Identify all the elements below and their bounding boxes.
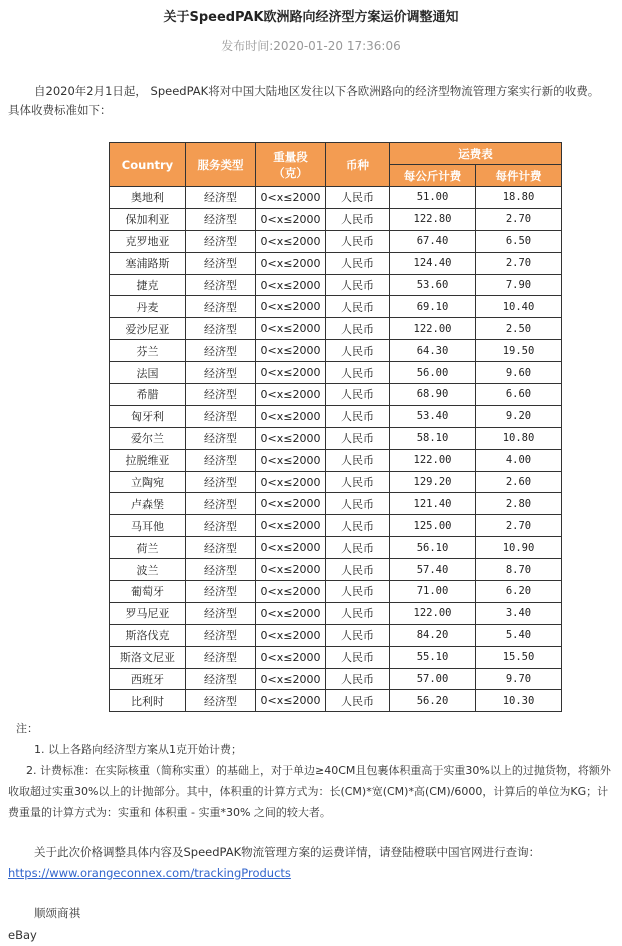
- cell-service-type: 经济型: [186, 427, 256, 449]
- cell-per-item: 19.50: [476, 340, 562, 362]
- query-text: 关于此次价格调整具体内容及SpeedPAK物流管理方案的运费详情，请登陆橙联中国官网进行查询：: [34, 845, 541, 859]
- cell-weight-range: 0<x≤2000: [256, 646, 326, 668]
- signoff-greeting: 顺颂商祺: [34, 906, 80, 920]
- cell-country: 爱尔兰: [110, 427, 186, 449]
- cell-service-type: 经济型: [186, 493, 256, 515]
- table-row: [110, 384, 562, 406]
- table-row: [110, 537, 562, 559]
- cell-service-type: 经济型: [186, 252, 256, 274]
- table-row: [110, 252, 562, 274]
- cell-service-type: 经济型: [186, 274, 256, 296]
- cell-per-item: 15.50: [476, 646, 562, 668]
- intro-paragraph: [8, 82, 614, 120]
- header-fee-table: 运费表: [390, 143, 562, 165]
- table-row: [110, 646, 562, 668]
- cell-country: 芬兰: [110, 340, 186, 362]
- cell-weight-range: 0<x≤2000: [256, 493, 326, 515]
- cell-weight-range: 0<x≤2000: [256, 581, 326, 603]
- cell-currency: 人民币: [326, 537, 390, 559]
- signoff-sender: eBay: [8, 928, 37, 942]
- cell-per-item: 10.30: [476, 690, 562, 712]
- cell-currency: 人民币: [326, 340, 390, 362]
- cell-weight-range: 0<x≤2000: [256, 362, 326, 384]
- cell-country: 希腊: [110, 384, 186, 406]
- cell-service-type: 经济型: [186, 208, 256, 230]
- cell-per-kg: 56.20: [390, 690, 476, 712]
- cell-service-type: 经济型: [186, 230, 256, 252]
- cell-currency: 人民币: [326, 449, 390, 471]
- cell-weight-range: 0<x≤2000: [256, 537, 326, 559]
- cell-currency: 人民币: [326, 405, 390, 427]
- cell-country: 丹麦: [110, 296, 186, 318]
- cell-weight-range: 0<x≤2000: [256, 187, 326, 209]
- cell-service-type: 经济型: [186, 405, 256, 427]
- cell-per-item: 2.60: [476, 471, 562, 493]
- cell-country: 克罗地亚: [110, 230, 186, 252]
- table-row: [110, 559, 562, 581]
- table-row: [110, 274, 562, 296]
- intro-line-1: 自2020年2月1日起， SpeedPAK将对中国大陆地区发往以下各欧洲路向的经济型物流管理方案实行新的收费。: [34, 84, 600, 98]
- table-row: [110, 471, 562, 493]
- cell-service-type: 经济型: [186, 471, 256, 493]
- cell-service-type: 经济型: [186, 581, 256, 603]
- cell-country: 塞浦路斯: [110, 252, 186, 274]
- table-row: [110, 624, 562, 646]
- cell-per-item: 8.70: [476, 559, 562, 581]
- cell-per-kg: 68.90: [390, 384, 476, 406]
- cell-service-type: 经济型: [186, 449, 256, 471]
- cell-per-item: 9.20: [476, 405, 562, 427]
- cell-per-kg: 84.20: [390, 624, 476, 646]
- cell-per-kg: 56.00: [390, 362, 476, 384]
- cell-currency: 人民币: [326, 362, 390, 384]
- rate-table: [109, 142, 562, 712]
- cell-currency: 人民币: [326, 384, 390, 406]
- cell-service-type: 经济型: [186, 362, 256, 384]
- cell-service-type: 经济型: [186, 340, 256, 362]
- cell-country: 波兰: [110, 559, 186, 581]
- cell-country: 罗马尼亚: [110, 602, 186, 624]
- table-row: [110, 668, 562, 690]
- notes-heading: 注：: [16, 722, 38, 735]
- cell-per-kg: 122.00: [390, 449, 476, 471]
- cell-country: 立陶宛: [110, 471, 186, 493]
- cell-per-item: 2.80: [476, 493, 562, 515]
- cell-weight-range: 0<x≤2000: [256, 668, 326, 690]
- cell-currency: 人民币: [326, 602, 390, 624]
- cell-country: 捷克: [110, 274, 186, 296]
- cell-currency: 人民币: [326, 230, 390, 252]
- cell-weight-range: 0<x≤2000: [256, 274, 326, 296]
- cell-per-item: 5.40: [476, 624, 562, 646]
- cell-service-type: 经济型: [186, 668, 256, 690]
- cell-service-type: 经济型: [186, 624, 256, 646]
- note-item-2: 2. 计费标准：在实际核重（简称实重）的基础上，对于单边≥40CM且包裹体积重高于实重30%以上的过抛货物，将额外收取超过实重30%以上的计抛部分。其中，体积重的计算方式为：长(CM)*宽(CM)*高(CM)/6000，计算后的单位为KG；计费重量的计算方式为：实重和 体积重 - 实重*30% 之间的较大者。: [8, 764, 611, 819]
- cell-per-item: 2.70: [476, 252, 562, 274]
- cell-currency: 人民币: [326, 208, 390, 230]
- cell-country: 拉脱维亚: [110, 449, 186, 471]
- table-row: [110, 340, 562, 362]
- cell-currency: 人民币: [326, 559, 390, 581]
- cell-currency: 人民币: [326, 296, 390, 318]
- cell-per-item: 2.70: [476, 515, 562, 537]
- cell-country: 法国: [110, 362, 186, 384]
- cell-per-kg: 69.10: [390, 296, 476, 318]
- cell-service-type: 经济型: [186, 187, 256, 209]
- cell-service-type: 经济型: [186, 296, 256, 318]
- cell-per-kg: 122.00: [390, 602, 476, 624]
- cell-country: 保加利亚: [110, 208, 186, 230]
- header-weight-range: 重量段 （克）: [256, 143, 326, 187]
- page-title: 关于SpeedPAK欧洲路向经济型方案运价调整通知: [163, 10, 459, 25]
- query-section: [8, 842, 614, 884]
- table-row: [110, 602, 562, 624]
- cell-weight-range: 0<x≤2000: [256, 340, 326, 362]
- cell-country: 西班牙: [110, 668, 186, 690]
- cell-per-kg: 56.10: [390, 537, 476, 559]
- cell-per-item: 3.40: [476, 602, 562, 624]
- cell-currency: 人民币: [326, 646, 390, 668]
- table-row: [110, 296, 562, 318]
- table-row: [110, 405, 562, 427]
- cell-weight-range: 0<x≤2000: [256, 602, 326, 624]
- cell-service-type: 经济型: [186, 537, 256, 559]
- cell-service-type: 经济型: [186, 602, 256, 624]
- header-per-kg: 每公斤计费: [390, 165, 476, 187]
- table-row: [110, 208, 562, 230]
- cell-per-item: 2.50: [476, 318, 562, 340]
- cell-per-item: 4.00: [476, 449, 562, 471]
- cell-weight-range: 0<x≤2000: [256, 515, 326, 537]
- cell-per-kg: 51.00: [390, 187, 476, 209]
- cell-weight-range: 0<x≤2000: [256, 690, 326, 712]
- cell-per-kg: 55.10: [390, 646, 476, 668]
- publish-time-label: 发布时间:: [221, 39, 274, 53]
- cell-per-kg: 122.00: [390, 318, 476, 340]
- table-row: [110, 515, 562, 537]
- cell-currency: 人民币: [326, 318, 390, 340]
- cell-currency: 人民币: [326, 668, 390, 690]
- cell-service-type: 经济型: [186, 690, 256, 712]
- cell-per-kg: 129.20: [390, 471, 476, 493]
- cell-per-item: 18.80: [476, 187, 562, 209]
- cell-per-item: 9.60: [476, 362, 562, 384]
- cell-per-kg: 58.10: [390, 427, 476, 449]
- cell-country: 马耳他: [110, 515, 186, 537]
- cell-per-kg: 122.80: [390, 208, 476, 230]
- cell-country: 斯洛文尼亚: [110, 646, 186, 668]
- table-row: [110, 318, 562, 340]
- cell-weight-range: 0<x≤2000: [256, 405, 326, 427]
- note-item-1: 1. 以上各路向经济型方案从1克开始计费；: [34, 743, 242, 756]
- cell-currency: 人民币: [326, 274, 390, 296]
- cell-currency: 人民币: [326, 427, 390, 449]
- table-row: [110, 493, 562, 515]
- table-row: [110, 581, 562, 603]
- notes-section: [8, 718, 614, 823]
- header-per-item: 每件计费: [476, 165, 562, 187]
- signoff: [8, 902, 80, 946]
- cell-country: 葡萄牙: [110, 581, 186, 603]
- cell-per-item: 7.90: [476, 274, 562, 296]
- cell-currency: 人民币: [326, 581, 390, 603]
- cell-currency: 人民币: [326, 515, 390, 537]
- cell-service-type: 经济型: [186, 559, 256, 581]
- cell-weight-range: 0<x≤2000: [256, 208, 326, 230]
- cell-weight-range: 0<x≤2000: [256, 559, 326, 581]
- cell-per-item: 10.90: [476, 537, 562, 559]
- cell-country: 荷兰: [110, 537, 186, 559]
- cell-per-kg: 53.40: [390, 405, 476, 427]
- cell-country: 斯洛伐克: [110, 624, 186, 646]
- cell-per-item: 9.70: [476, 668, 562, 690]
- table-row: [110, 187, 562, 209]
- cell-weight-range: 0<x≤2000: [256, 427, 326, 449]
- cell-per-item: 10.80: [476, 427, 562, 449]
- cell-weight-range: 0<x≤2000: [256, 296, 326, 318]
- cell-country: 比利时: [110, 690, 186, 712]
- cell-weight-range: 0<x≤2000: [256, 318, 326, 340]
- header-currency: 币种: [326, 143, 390, 187]
- header-service-type: 服务类型: [186, 143, 256, 187]
- cell-per-kg: 57.00: [390, 668, 476, 690]
- intro-line-2: 具体收费标准如下：: [8, 103, 112, 117]
- cell-country: 爱沙尼亚: [110, 318, 186, 340]
- cell-per-kg: 125.00: [390, 515, 476, 537]
- table-row: [110, 690, 562, 712]
- cell-per-kg: 121.40: [390, 493, 476, 515]
- cell-per-kg: 71.00: [390, 581, 476, 603]
- header-country: Country: [110, 143, 186, 187]
- cell-weight-range: 0<x≤2000: [256, 449, 326, 471]
- publish-time: [0, 37, 622, 54]
- cell-per-kg: 53.60: [390, 274, 476, 296]
- cell-per-kg: 124.40: [390, 252, 476, 274]
- table-row: [110, 230, 562, 252]
- cell-currency: 人民币: [326, 493, 390, 515]
- table-row: [110, 362, 562, 384]
- cell-per-kg: 67.40: [390, 230, 476, 252]
- table-row: [110, 427, 562, 449]
- table-row: [110, 449, 562, 471]
- cell-per-item: 6.60: [476, 384, 562, 406]
- cell-service-type: 经济型: [186, 515, 256, 537]
- cell-country: 卢森堡: [110, 493, 186, 515]
- cell-country: 奥地利: [110, 187, 186, 209]
- cell-weight-range: 0<x≤2000: [256, 252, 326, 274]
- cell-currency: 人民币: [326, 690, 390, 712]
- cell-per-item: 10.40: [476, 296, 562, 318]
- cell-weight-range: 0<x≤2000: [256, 230, 326, 252]
- cell-currency: 人民币: [326, 624, 390, 646]
- rate-table-body: [110, 187, 562, 712]
- cell-service-type: 经济型: [186, 318, 256, 340]
- cell-per-kg: 57.40: [390, 559, 476, 581]
- cell-per-item: 2.70: [476, 208, 562, 230]
- cell-per-item: 6.20: [476, 581, 562, 603]
- cell-service-type: 经济型: [186, 384, 256, 406]
- cell-weight-range: 0<x≤2000: [256, 471, 326, 493]
- cell-currency: 人民币: [326, 471, 390, 493]
- cell-country: 匈牙利: [110, 405, 186, 427]
- cell-per-item: 6.50: [476, 230, 562, 252]
- cell-per-kg: 64.30: [390, 340, 476, 362]
- cell-currency: 人民币: [326, 187, 390, 209]
- publish-time-value: 2020-01-20 17:36:06: [273, 39, 401, 53]
- cell-service-type: 经济型: [186, 646, 256, 668]
- cell-weight-range: 0<x≤2000: [256, 624, 326, 646]
- official-site-link[interactable]: https://www.orangeconnex.com/trackingProducts: [8, 866, 291, 880]
- cell-weight-range: 0<x≤2000: [256, 384, 326, 406]
- cell-currency: 人民币: [326, 252, 390, 274]
